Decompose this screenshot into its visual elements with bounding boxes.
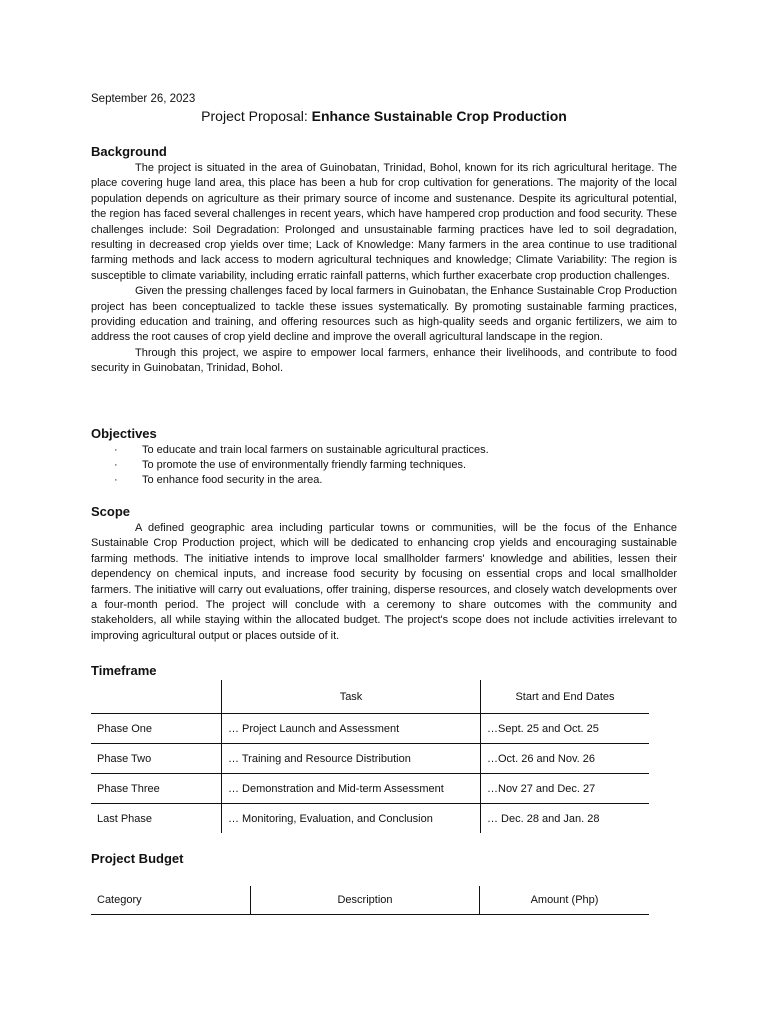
- table-header-cell: Description: [251, 886, 480, 915]
- table-row: [91, 714, 649, 744]
- table-cell: …Oct. 26 and Nov. 26: [481, 744, 650, 774]
- title-prefix: Project Proposal:: [201, 108, 312, 124]
- table-cell: … Demonstration and Mid-term Assessment: [222, 774, 481, 804]
- bullet-marker: ·: [114, 444, 118, 456]
- table-cell: Phase Two: [91, 744, 222, 774]
- table-cell: Last Phase: [97, 812, 153, 825]
- scope-heading: Scope: [91, 504, 131, 519]
- document-date: September 26, 2023: [91, 93, 196, 105]
- timeframe-table: [91, 680, 649, 833]
- table-header-cell: Amount (Php): [480, 886, 650, 915]
- objective-text: To educate and train local farmers on sustainable agricultural practices.: [142, 444, 489, 456]
- table-header-cell: Task: [222, 680, 481, 714]
- table-row: [91, 744, 649, 774]
- scope-paragraph: A defined geographic area including particular towns or communities, will be the focus of the Enhance Sustainable Crop Production project, which will be dedicated to enhancing crop yields and encouraging sustainable farming methods. The initiative intends to improve local smallholder farmers' knowledge and abilities, lessen their dependency on chemical inputs, and increase food security by focusing on essential crops and local smallholder farmers. The initiative will carry out evaluations, offer training, disperse resources, and closely watch developments over a four-month period. The project will conclude with a ceremony to share outcomes with the community and stakeholders, all while staying within the allocated budget. The project's scope does not include activities irrelevant to improving agricultural output or places outside of it.: [91, 522, 677, 642]
- objective-text: To enhance food security in the area.: [142, 474, 323, 486]
- table-header-cell: [91, 680, 222, 714]
- table-cell: … Training and Resource Distribution: [222, 744, 481, 774]
- objectives-heading: Objectives: [91, 426, 157, 441]
- table-cell: …Sept. 25 and Oct. 25: [481, 714, 650, 744]
- timeframe-heading: Timeframe: [91, 663, 157, 678]
- objective-text: To promote the use of environmentally friendly farming techniques.: [142, 459, 467, 471]
- document-title: [0, 108, 768, 124]
- table-cell: … Monitoring, Evaluation, and Conclusion: [222, 804, 481, 834]
- list-item: [91, 458, 677, 473]
- table-cell: …Nov 27 and Dec. 27: [481, 774, 650, 804]
- table-header-cell: Start and End Dates: [481, 680, 650, 714]
- table-cell: … Dec. 28 and Jan. 28: [481, 804, 650, 834]
- title-main: Enhance Sustainable Crop Production: [311, 108, 567, 124]
- list-item: [91, 443, 677, 458]
- budget-heading: Project Budget: [91, 851, 184, 866]
- table-header-row: [91, 886, 649, 915]
- objectives-list: [91, 443, 677, 488]
- table-row: [91, 774, 649, 804]
- list-item: [91, 473, 677, 488]
- bullet-marker: ·: [114, 474, 118, 486]
- background-paragraph: Through this project, we aspire to empower local farmers, enhance their livelihoods, and contribute to food security in Guinobatan, Trinidad, Bohol.: [91, 346, 677, 375]
- background-section: [91, 161, 677, 377]
- budget-table: [91, 886, 649, 915]
- table-cell: … Project Launch and Assessment: [222, 714, 481, 744]
- background-paragraph: Given the pressing challenges faced by local farmers in Guinobatan, the Enhance Sustainable Crop Production project has been conceptualized to tackle these issues systematically. By promoting sustainable farming practices, providing education and training, and offering resources such as high-quality seeds and organic fertilizers, we aim to address the root causes of crop yield decline and improve the overall agricultural landscape in the region.: [91, 285, 677, 344]
- bullet-marker: ·: [114, 459, 118, 471]
- table-cell: Phase One: [91, 714, 222, 744]
- table-row: [91, 804, 649, 834]
- background-heading: Background: [91, 144, 167, 159]
- table-header-row: [91, 680, 649, 714]
- scope-section: [91, 521, 677, 644]
- table-cell: Phase Three: [91, 774, 222, 804]
- table-header-cell: Category: [91, 886, 251, 915]
- background-paragraph: The project is situated in the area of Guinobatan, Trinidad, Bohol, known for its rich agricultural heritage. The place covering huge land area, this place has been a hub for crop cultivation for generations. The majority of the local population depends on agriculture as their primary source of income and sustenance. Despite its agricultural potential, the region has faced several challenges in recent years, which have hampered crop production and food security. These challenges include: Soil Degradation: Prolonged and unsustainable farming practices have led to soil degradation, resulting in decreased crop yields over time; Lack of Knowledge: Many farmers in the area continue to use traditional farming methods and lack access to modern agricultural techniques and knowledge; Climate Variability: The region is susceptible to climate variability, including erratic rainfall patterns, which further exacerbate crop production challenges.: [91, 162, 677, 282]
